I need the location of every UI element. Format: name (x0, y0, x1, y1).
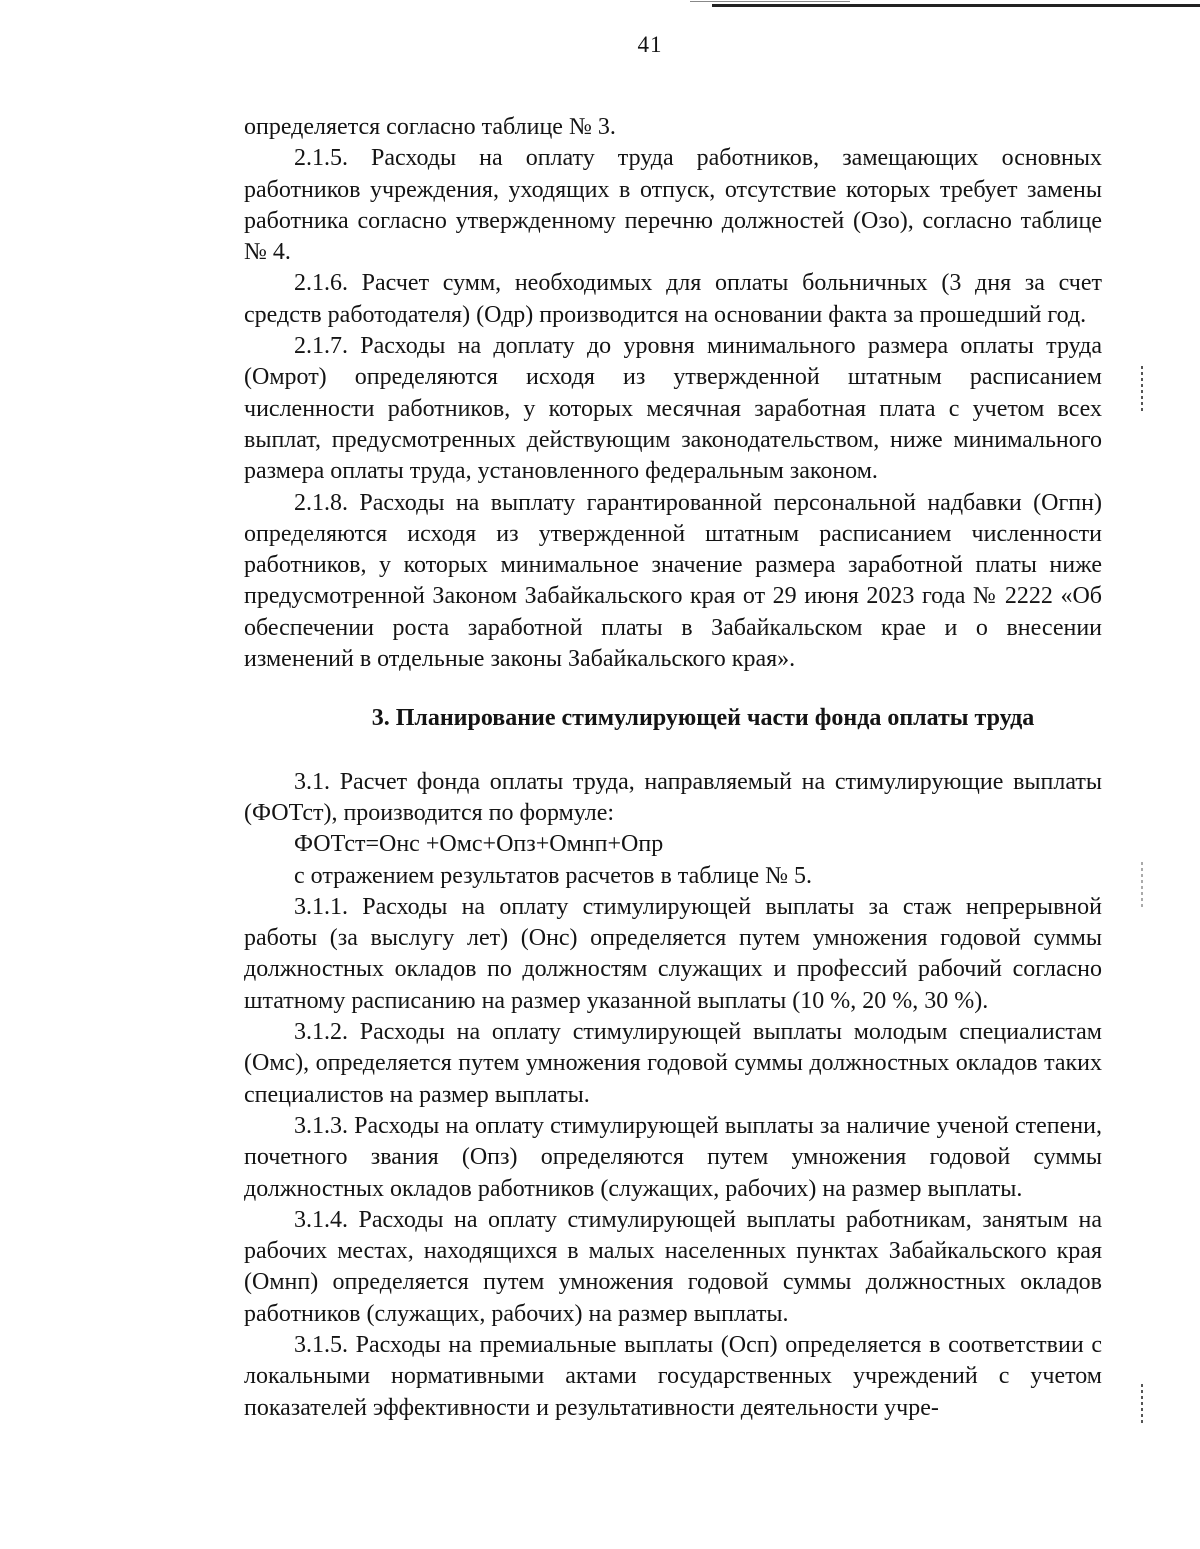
paragraph-3-1-2: 3.1.2. Расходы на оплату стимулирующей выплаты молодым специалистам (Омс), определяется путем умножения годовой суммы должностных окладов таких специалистов на размер выплаты. (244, 1019, 1102, 1108)
paragraph-3-1-4: 3.1.4. Расходы на оплату стимулирующей выплаты работникам, занятым на рабочих местах, находящихся в малых населенных пунктах Забайкальского края (Омнп) определяется путем умножения годовой суммы должностных окладов работников (служащих, рабочих) на размер выплаты. (244, 1206, 1102, 1327)
paragraph-continuation: определяется согласно таблице № 3. (244, 114, 616, 140)
paragraph-2-1-8: 2.1.8. Расходы на выплату гарантированной персональной надбавки (Огпн) определяются исходя из утвержденной штатным расписанием численности работников, у которых минимальное значение размера заработной платы ниже предусмотренной Законом Забайкальского края от 29 июня 2023 года № 2222 «Об обеспечении роста заработной платы в Забайкальском крае и о внесении изменений в отдельные законы Забайкальского края». (244, 489, 1102, 673)
formula-note: с отражением результатов расчетов в таблице № 5. (294, 862, 813, 889)
paragraph-3-1: 3.1. Расчет фонда оплаты труда, направляемый на стимулирующие выплаты (ФОТст), производится по формуле: (244, 768, 1102, 826)
scan-artifact-margin-mark (1141, 862, 1143, 910)
paragraph-3-1-1: 3.1.1. Расходы на оплату стимулирующей выплаты за стаж непрерывной работы (за выслугу лет) (Онс) определяется путем умножения годовой суммы должностных окладов по должностям служащих и профессий рабочий согласно штатному расписанию на размер указанной выплаты (10 %, 20 %, 30 %). (244, 893, 1102, 1014)
scan-artifact-margin-mark (1141, 1384, 1143, 1424)
document-body (244, 112, 1102, 1424)
scan-artifact-margin-mark (1141, 366, 1143, 412)
formula: ФОТст=Онс +Омс+Опз+Омнп+Опр (294, 831, 664, 858)
page-number: 41 (637, 32, 663, 57)
paragraph-2-1-7: 2.1.7. Расходы на доплату до уровня минимального размера оплаты труда (Омрот) определяются исходя из утвержденной штатным расписанием численности работников, у которых месячная заработная плата с учетом всех выплат, предусмотренных действующим законодательством, ниже минимального размера оплаты труда, установленного федеральным законом. (244, 333, 1102, 485)
paragraph-3-1-3: 3.1.3. Расходы на оплату стимулирующей выплаты за наличие ученой степени, почетного звания (Опз) определяются путем умножения годовой суммы должностных окладов работников (служащих, рабочих) на размер выплаты. (244, 1112, 1102, 1202)
scan-artifact-top-line (712, 4, 1200, 7)
paragraph-3-1-5: 3.1.5. Расходы на премиальные выплаты (Осп) определяется в соответствии с локальными нормативными актами государственных учреждений с учетом показателей эффективности и результативности деятельности учре- (244, 1331, 1102, 1421)
section-heading-3: 3. Планирование стимулирующей части фонда оплаты труда (371, 705, 1035, 732)
scan-artifact-thin-line (690, 1, 850, 2)
paragraph-2-1-6: 2.1.6. Расчет сумм, необходимых для оплаты больничных (3 дня за счет средств работодателя) (Одр) производится на основании факта за прошедший год. (244, 270, 1102, 328)
paragraph-2-1-5: 2.1.5. Расходы на оплату труда работников, замещающих основных работников учреждения, уходящих в отпуск, отсутствие которых требует замены работника согласно утвержденному перечню должностей (Озо), согласно таблице № 4. (244, 145, 1102, 266)
